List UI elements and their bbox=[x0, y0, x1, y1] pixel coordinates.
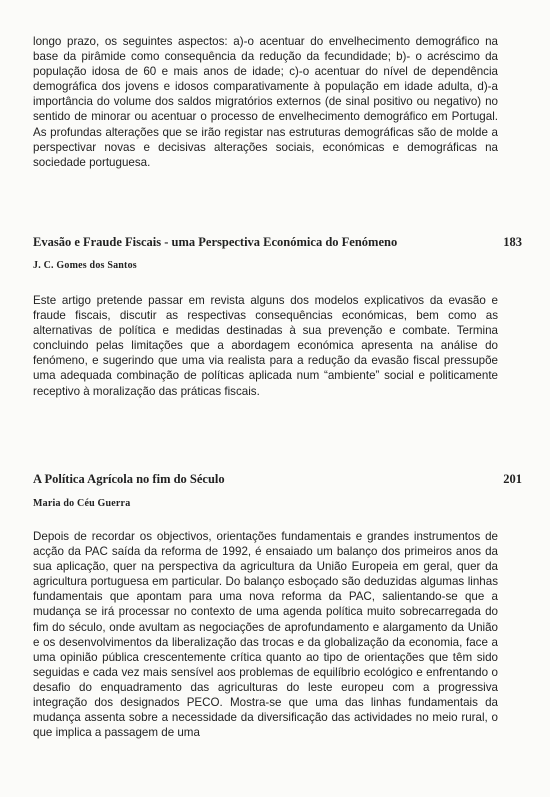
article-author: Maria do Céu Guerra bbox=[33, 498, 131, 509]
article-abstract: Depois de recordar os objectivos, orientações fundamentais e grandes instrumentos de acção da PAC saída da reforma de 1992, é ensaiado um balanço dos primeiros anos da sua aplicação, quer na perspectiva da agricultura da União Europeia em geral, quer da agricultura portuguesa em particular. Do balanço esboçado são deduzidas algumas linhas fundamentais que apontam para uma nova reforma da PAC, salientando-se que a mudança se irá processar no contexto de uma agenda política muito sobrecarregada do fim do século, onde avultam as negociações de aprofundamento e alargamento da União e os desenvolvimentos da liberalização das trocas e da globalização da economia, face a uma opinião pública crescentemente crítica quanto ao tipo de orientações que têm sido seguidas e cada vez mais sensível aos problemas de equilíbrio ecológico e enfrentando o desafio do enquadramento das agriculturas do leste europeu com a progressiva integração dos designados PECO. Mostra-se que uma das linhas fundamentais da mudança assenta sobre a necessidade da diversificação das actividades no meio rural, o que implica a passagem de uma bbox=[33, 530, 498, 740]
article-author: J. C. Gomes dos Santos bbox=[33, 260, 137, 271]
intro-paragraph: longo prazo, os seguintes aspectos: a)-o acentuar do envelhecimento demográfico na base da pirâmide como consequência da redução da fecundidade; b)- o acréscimo da população idosa de 60 e mais anos de idade; c)-o acentuar do nível de dependência demográfica dos jovens e idosos comparativamente à população em idade adulta, d)-a importância do volume dos saldos migratórios externos (de sinal positivo ou negativo) no sentido de minorar ou acentuar o processo de envelhecimento demográfico em Portugal. As profundas alterações que se irão registar nas estruturas demográficas são de molde a perspectivar novas e decisivas alterações sociais, económicas e demográficas na sociedade portuguesa. bbox=[33, 35, 498, 169]
article-title: Evasão e Fraude Fiscais - uma Perspectiva Económica do Fenómeno bbox=[33, 235, 398, 249]
article-page-number: 201 bbox=[503, 472, 522, 486]
article-page-number: 183 bbox=[503, 235, 522, 249]
article-title: A Política Agrícola no fim do Século bbox=[33, 472, 225, 486]
article-abstract: Este artigo pretende passar em revista alguns dos modelos explicativos da evasão e fraude fiscais, discutir as respectivas consequências económicas, bem como as alternativas de política e medidas destinadas à sua prevenção e combate. Termina concluindo pelas limitações que a abordagem económica apresenta na análise do fenómeno, e sugerindo que uma via realista para a redução da evasão fiscal pressupõe uma adequada combinação de políticas aplicada num “ambiente” social e politicamente receptivo à moralização das práticas fiscais. bbox=[33, 294, 498, 398]
